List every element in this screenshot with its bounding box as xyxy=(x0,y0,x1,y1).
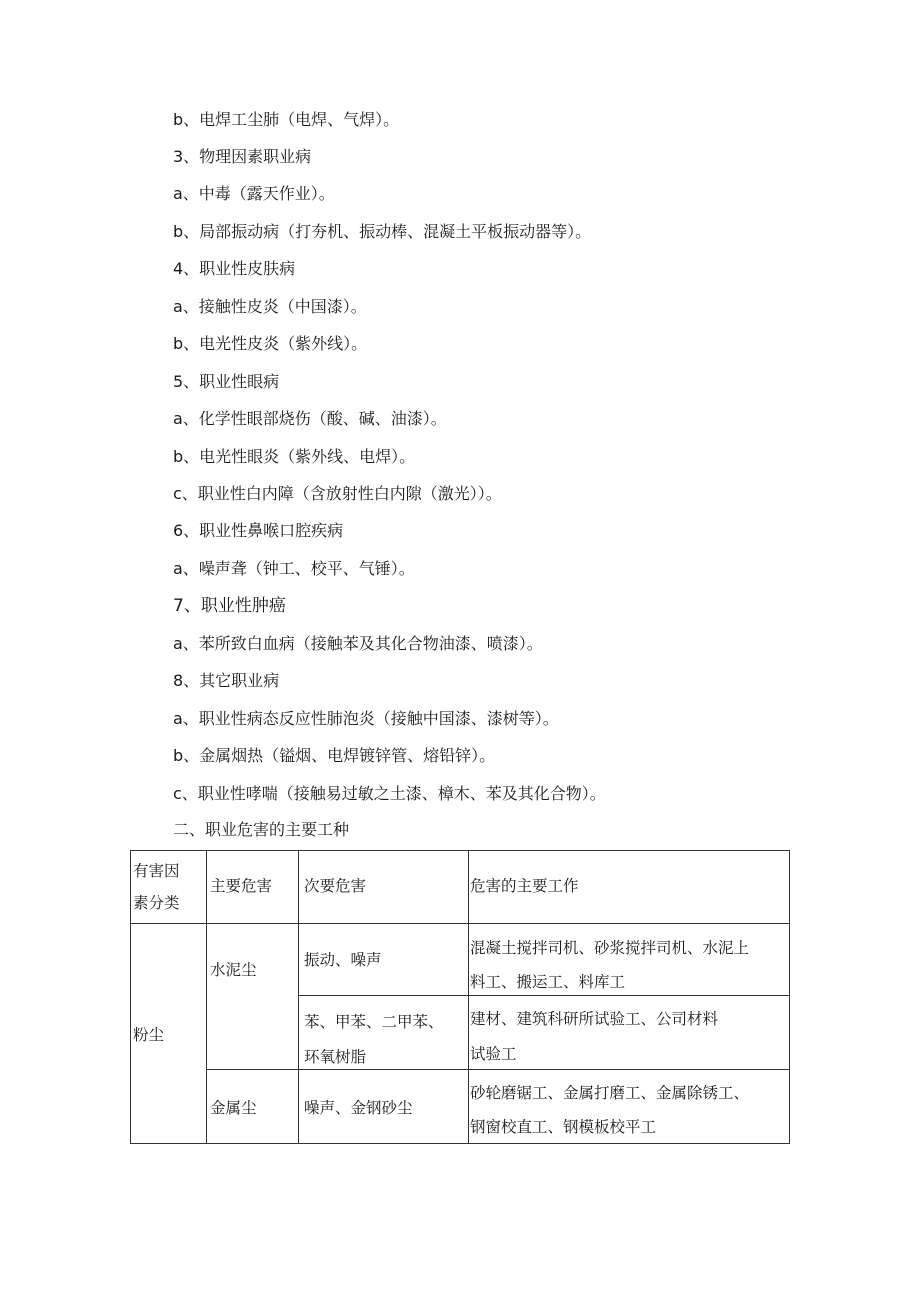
header-main-jobs: 危害的主要工作 xyxy=(470,877,579,895)
table-border-left xyxy=(130,850,131,1144)
heading-other-occupational-disease: 8、其它职业病 xyxy=(173,671,280,690)
hazard-job-table xyxy=(130,850,790,1144)
line-b-welder-pneumoconiosis: b、电焊工尘肺（电焊、气焊）。 xyxy=(173,110,400,129)
secondary-noise-emery: 噪声、金钢砂尘 xyxy=(304,1099,413,1117)
secondary-vibration-noise: 振动、噪声 xyxy=(304,951,382,969)
table-border-top xyxy=(130,850,790,851)
jobs-cement-row1-line1: 混凝土搅拌司机、砂浆搅拌司机、水泥上 xyxy=(470,939,750,957)
line-a-chemical-eye-burn: a、化学性眼部烧伤（酸、碱、油漆）。 xyxy=(173,409,447,428)
jobs-metal-line1: 砂轮磨锯工、金属打磨工、金属除锈工、 xyxy=(470,1084,750,1102)
heading-occupational-cancer: 7、职业性肿癌 xyxy=(173,596,286,616)
line-b-photodermatitis: b、电光性皮炎（紫外线）。 xyxy=(173,334,368,353)
line-a-noise-deafness: a、噪声聋（钟工、校平、气锤）。 xyxy=(173,559,415,578)
jobs-cement-row2-line2: 试验工 xyxy=(470,1045,517,1063)
table-col-divider-3 xyxy=(468,850,469,1144)
table-border-right xyxy=(789,850,790,1144)
jobs-cement-row1-line2: 料工、搬运工、料库工 xyxy=(470,973,626,991)
header-secondary-hazard: 次要危害 xyxy=(304,877,367,895)
line-a-benzene-leukemia: a、苯所致白血病（接触苯及其化合物油漆、喷漆）。 xyxy=(173,634,543,653)
heading-ent-disease: 6、职业性鼻喉口腔疾病 xyxy=(173,521,344,540)
primary-metal-dust: 金属尘 xyxy=(210,1099,257,1117)
heading-occupational-eye-disease: 5、职业性眼病 xyxy=(173,372,280,391)
secondary-benzene-line2: 环氧树脂 xyxy=(304,1048,367,1066)
table-col-divider-2 xyxy=(298,850,299,1144)
header-primary-hazard: 主要危害 xyxy=(210,877,273,895)
line-c-cataract: c、职业性白内障（含放射性白内隙（激光））。 xyxy=(173,484,502,503)
line-a-allergic-alveolitis: a、职业性病态反应性肺泡炎（接触中国漆、漆树等）。 xyxy=(173,709,559,728)
table-border-bottom xyxy=(130,1143,790,1144)
section-title: 二、职业危害的主要工种 xyxy=(173,820,350,839)
line-b-photo-ophthalmia: b、电光性眼炎（紫外线、电焊）。 xyxy=(173,447,416,466)
line-b-metal-fume-fever: b、金属烟热（镒烟、电焊镀锌管、熔铅锌）。 xyxy=(173,746,496,765)
line-a-contact-dermatitis: a、接触性皮炎（中国漆）。 xyxy=(173,297,367,316)
header-factor-category-line2: 素分类 xyxy=(133,894,180,912)
jobs-cement-row2-line1: 建材、建筑科研所试验工、公司材料 xyxy=(470,1010,719,1028)
table-header-divider xyxy=(130,923,790,924)
heading-occupational-skin-disease: 4、职业性皮肤病 xyxy=(173,259,296,278)
line-c-occupational-asthma: c、职业性哮喘（接触易过敏之土漆、樟木、苯及其化合物）。 xyxy=(173,784,606,803)
line-b-local-vibration: b、局部振动病（打夯机、振动棒、混凝土平板振动器等）。 xyxy=(173,222,592,241)
table-col-divider-1 xyxy=(206,850,207,1144)
jobs-metal-line2: 钢窗校直工、钢模板校平工 xyxy=(470,1118,657,1136)
secondary-benzene-line1: 苯、甲苯、二甲苯、 xyxy=(304,1013,444,1031)
header-factor-category-line1: 有害因 xyxy=(133,862,180,880)
line-a-heat-stroke: a、中毒（露天作业）。 xyxy=(173,184,335,203)
primary-cement-dust: 水泥尘 xyxy=(210,961,257,979)
heading-physical-factor-disease: 3、物理因素职业病 xyxy=(173,147,312,166)
category-dust: 粉尘 xyxy=(133,1026,165,1044)
